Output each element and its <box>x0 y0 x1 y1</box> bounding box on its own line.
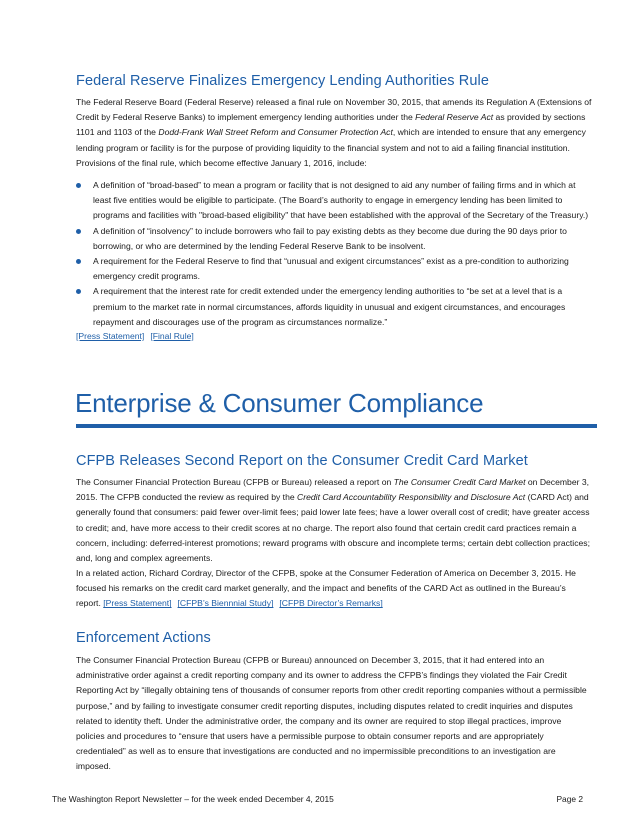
cfpb-article-title: CFPB Releases Second Report on the Consumer Credit Card Market <box>76 453 528 469</box>
cfpb-biennial-study-link[interactable]: [CFPB’s Biennnial Study] <box>177 598 274 609</box>
section-divider <box>76 424 597 428</box>
list-item: A definition of “insolvency” to include borrowers who fail to pay existing debts as they become due during the 90 days prior to borrowing, or who are determined by the lending Federal Reserve Bank to be insolvent. <box>76 224 592 254</box>
list-item: A requirement that the interest rate for credit extended under the emergency lending authorities to “be set at a level that is a premium to the market rate in normal circumstances, affords liquidity in unusual and exigent circumstances, and encourages repayment and discourages use of the program as circumstances normalize.” <box>76 284 592 330</box>
fed-provisions-list <box>76 178 592 330</box>
section-title: Enterprise & Consumer Compliance <box>75 388 484 418</box>
bullet-icon <box>76 183 81 188</box>
cfpb-director-remarks-link[interactable]: [CFPB Director’s Remarks] <box>279 598 383 609</box>
bullet-icon <box>76 229 81 234</box>
enforcement-title: Enforcement Actions <box>76 630 211 646</box>
fed-press-statement-link[interactable]: [Press Statement] <box>76 331 145 341</box>
enforcement-paragraph: The Consumer Financial Protection Bureau (CFPB or Bureau) announced on December 3, 2015, that it had entered into an administrative order against a credit reporting company and its owner to address the CFPB’s findings they violated the Fair Credit Reporting Act by “illegally obtaining tens of thousands of consumer reports from other credit reporting companies without a permissible purpose,” and by failing to investigate consumer credit reporting disputes, including disputes related to credit inquiries and disputes related to identity theft. Under the administrative order, the company and its owner are required to stop illegal practices, improve policies and procedures to “ensure that users have a permissible purpose to obtain consumer reports and are appropriately credentialed” as well as to ensure that investigations are conducted and no impermissible preconditions to an investigation are imposed. <box>76 655 587 772</box>
list-item: A requirement for the Federal Reserve to find that “unusual and exigent circumstances” exist as a pre-condition to authorizing emergency credit programs. <box>76 254 592 284</box>
footer-newsletter: The Washington Report Newsletter – for the week ended December 4, 2015 <box>52 794 334 804</box>
cfpb-paragraph-1: The Consumer Financial Protection Bureau (CFPB or Bureau) released a report on The Consumer Credit Card Market on December 3, 2015. The CFPB conducted the review as required by the Credit Card Accountability Responsibility and Disclosure Act (CARD Act) and generally found that consumers: paid fewer over-limit fees; paid lower late fees; have a lower overall cost of credit; have greater access to credit; and, have more access to their credit scores at no charge. The report also found that certain credit card practices remain a concern, including: deferred-interest promotions; reward programs with obscure and incomplete terms; certain debt collection practices; and, long and complex agreements. <box>76 477 590 564</box>
fed-links <box>76 329 194 344</box>
page-number: Page 2 <box>556 794 583 804</box>
cfpb-press-statement-link[interactable]: [Press Statement] <box>103 598 172 609</box>
list-item: A definition of “broad-based” to mean a program or facility that is not designed to aid any number of failing firms and in which at least five entities would be eligible to participate. (The Board’s authority to engage in emergency lending has been limited to programs and facilities with "broad-based eligibility" that have been established with the approval of the Secretary of the Treasury.) <box>76 178 592 224</box>
bullet-icon <box>76 259 81 264</box>
bullet-icon <box>76 289 81 294</box>
cfpb-paragraph-2: In a related action, Richard Cordray, Director of the CFPB, spoke at the Consumer Federation of America on December 3, 2015. He focused his remarks on the credit card market generally, and the impact and benefits of the CARD Act as outlined in the Bureau’s report. [Press Statement] [CFPB’s Biennnial Study] [CFPB Director’s Remarks] <box>76 568 576 609</box>
fed-final-rule-link[interactable]: [Final Rule] <box>150 331 194 341</box>
fed-intro-paragraph: The Federal Reserve Board (Federal Reserve) released a final rule on November 30, 2015, that amends its Regulation A (Extensions of Credit by Federal Reserve Banks) to implement emergency lending authorities under the Federal Reserve Act as provided by sections 1101 and 1103 of the Dodd-Frank Wall Street Reform and Consumer Protection Act, which are intended to ensure that any emergency lending program or facility is for the purpose of providing liquidity to the financial system and not to aid a failing financial institution. Provisions of the final rule, which become effective January 1, 2016, include: <box>76 97 592 168</box>
fed-article-title: Federal Reserve Finalizes Emergency Lending Authorities Rule <box>76 73 490 89</box>
